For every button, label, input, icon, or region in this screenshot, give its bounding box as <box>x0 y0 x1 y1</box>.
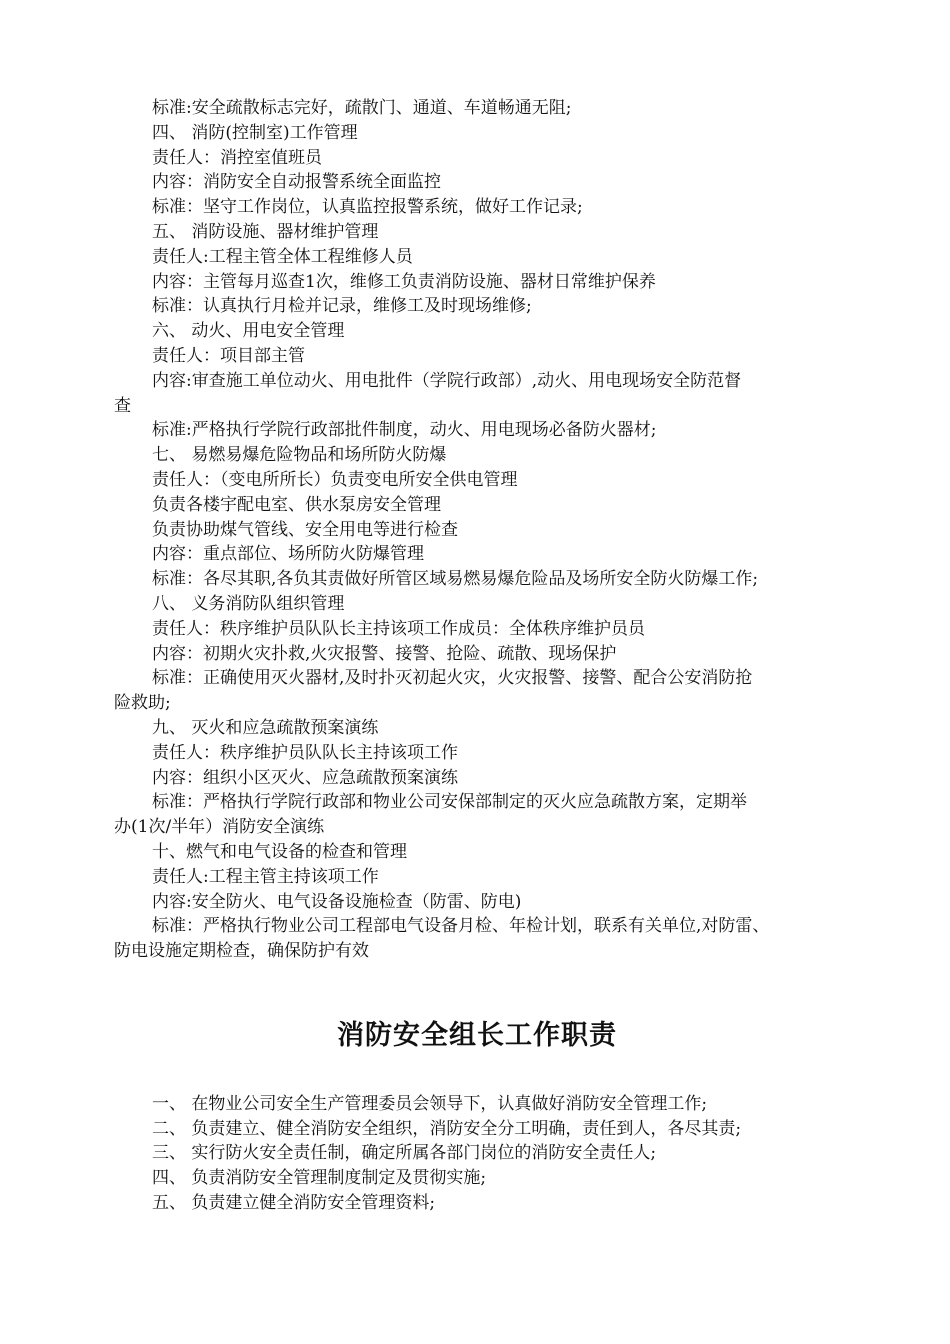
paragraph-line: 标准：坚守工作岗位，认真监控报警系统，做好工作记录; <box>152 197 583 218</box>
paragraph-line: 负责协助煤气管线、安全用电等进行检查 <box>152 519 458 540</box>
paragraph-line: 标准：正确使用灭火器材,及时扑灭初起火灾，火灾报警、接警、配合公安消防抢 <box>152 668 753 689</box>
paragraph-line: 责任人：（变电所所长）负责变电所安全供电管理 <box>152 469 518 490</box>
paragraph-line: 责任人：消控室值班员 <box>152 147 322 168</box>
paragraph-line: 责任人:工程主管全体工程维修人员 <box>152 246 413 267</box>
paragraph-line: 内容:安全防火、电气设备设施检查（防雷、防电) <box>152 891 522 912</box>
paragraph-line: 内容：消防安全自动报警系统全面监控 <box>152 172 441 193</box>
paragraph-line: 十、燃气和电气设备的检查和管理 <box>152 841 407 862</box>
paragraph-line: 责任人：项目部主管 <box>152 345 305 366</box>
duties-section-upper <box>114 96 842 964</box>
paragraph-line: 四、 消防(控制室)工作管理 <box>152 122 358 143</box>
paragraph-line: 内容:审查施工单位动火、用电批件（学院行政部）,动火、用电现场安全防范督 <box>152 370 742 391</box>
paragraph-line: 责任人：秩序维护员队队长主持该项工作 <box>152 742 458 763</box>
paragraph-line: 标准:严格执行学院行政部批件制度，动火、用电现场必备防火器材; <box>152 420 657 441</box>
paragraph-line: 标准:安全疏散标志完好，疏散门、通道、车道畅通无阻; <box>152 98 572 118</box>
paragraph-line: 三、 实行防火安全责任制，确定所属各部门岗位的消防安全责任人; <box>152 1143 657 1164</box>
paragraph-line: 内容：主管每月巡查1次，维修工负责消防设施、器材日常维护保养 <box>152 271 656 292</box>
duties-section-lower <box>114 1092 842 1216</box>
paragraph-line: 五、 消防设施、器材维护管理 <box>152 221 379 242</box>
section-spacer <box>114 964 842 1016</box>
paragraph-line: 标准：严格执行学院行政部和物业公司安保部制定的灭火应急疏散方案，定期举 <box>152 792 747 813</box>
paragraph-line: 责任人：秩序维护员队队长主持该项工作成员：全体秩序维护员员 <box>152 618 645 639</box>
paragraph-line: 八、 义务消防队组织管理 <box>152 593 345 614</box>
paragraph-line: 内容：重点部位、场所防火防爆管理 <box>152 544 424 565</box>
paragraph-line: 内容：初期火灾扑救,火灾报警、接警、抢险、疏散、现场保护 <box>152 643 617 664</box>
paragraph-line: 内容：组织小区灭火、应急疏散预案演练 <box>152 767 458 788</box>
paragraph-line: 九、 灭火和应急疏散预案演练 <box>152 717 379 738</box>
paragraph-line: 六、 动火、用电安全管理 <box>152 321 345 342</box>
paragraph-line: 四、 负责消防安全管理制度制定及贯彻实施; <box>152 1168 487 1189</box>
paragraph-line: 五、 负责建立健全消防安全管理资料; <box>152 1193 436 1214</box>
paragraph-line: 标准：各尽其职,各负其责做好所管区域易燃易爆危险品及场所安全防火防爆工作; <box>152 569 759 590</box>
paragraph-continuation-line: 办(1次/半年）消防安全演练 <box>114 817 325 838</box>
paragraph-line: 标准：严格执行物业公司工程部电气设备月检、年检计划，联系有关单位,对防雷、 <box>152 916 770 937</box>
paragraph-line: 七、 易燃易爆危险物品和场所防火防爆 <box>152 445 447 466</box>
paragraph-line: 二、 负责建立、健全消防安全组织，消防安全分工明确，责任到人，各尽其责; <box>152 1118 742 1139</box>
paragraph-line: 负责各楼宇配电室、供水泵房安全管理 <box>152 494 441 515</box>
paragraph-continuation-line: 防电设施定期检查，确保防护有效 <box>114 941 369 962</box>
paragraph-line: 标准：认真执行月检并记录，维修工及时现场维修; <box>152 296 532 317</box>
section-heading: 消防安全组长工作职责 <box>337 1019 617 1051</box>
paragraph-continuation-line: 险救助; <box>114 693 171 714</box>
paragraph-line: 一、 在物业公司安全生产管理委员会领导下，认真做好消防安全管理工作; <box>152 1093 708 1114</box>
heading-spacer <box>114 1056 842 1092</box>
paragraph-line: 责任人:工程主管主持该项工作 <box>152 866 379 887</box>
paragraph-continuation-line: 查 <box>114 395 131 416</box>
document-page <box>114 96 842 1216</box>
